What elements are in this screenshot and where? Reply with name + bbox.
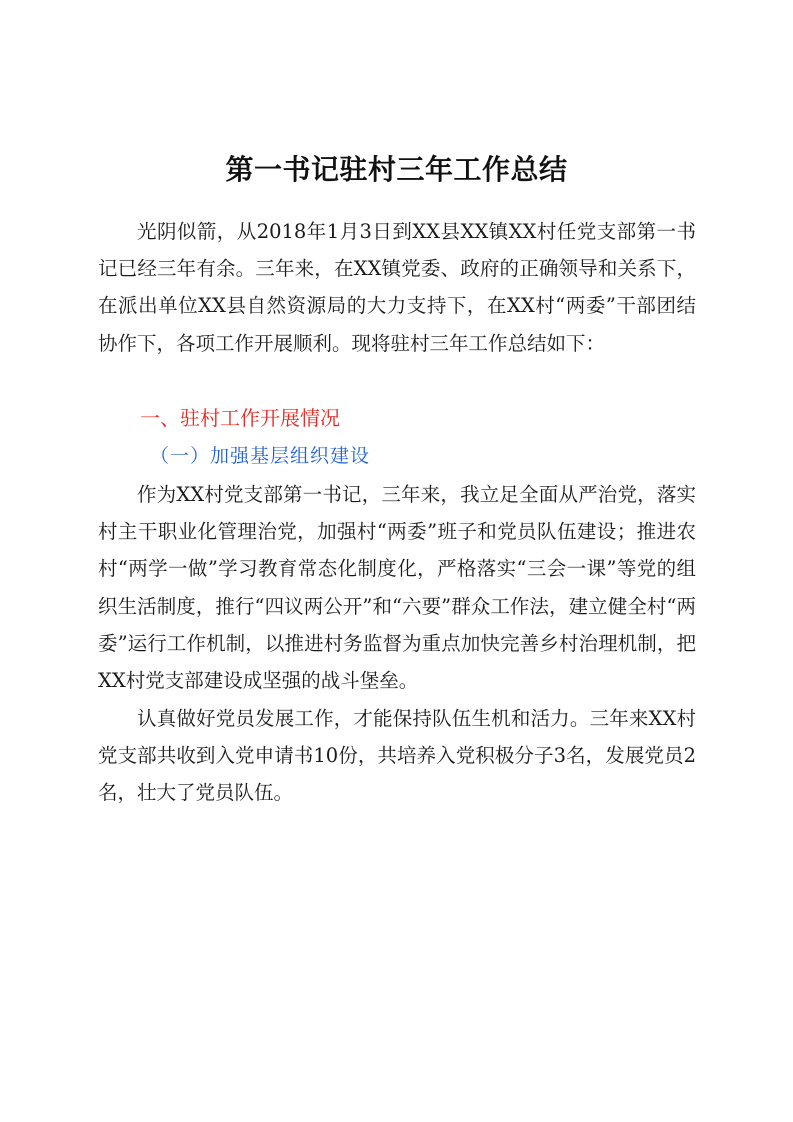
document-title: 第一书记驻村三年工作总结: [225, 153, 568, 186]
subsection-heading-organization: （一）加强基层组织建设: [150, 445, 371, 467]
intro-paragraph: 光阴似箭，从2018年1月3日到XX县XX镇XX村任党支部第一书记已经三年有余。三年来，在XX镇党委、政府的正确领导和关系下，在派出单位XX县自然资源局的大力支持下，在XX村“两委”干部团结协作下，各项工作开展顺利。现将驻村三年工作总结如下：: [98, 220, 696, 355]
body-paragraph-member-development: 认真做好党员发展工作，才能保持队伍生机和活力。三年来XX村党支部共收到入党申请书10份，共培养入党积极分子3名，发展党员2名，壮大了党员队伍。: [98, 707, 696, 805]
section-heading-work-status: 一、驻村工作开展情况: [140, 406, 340, 430]
body-paragraph-party-building: 作为XX村党支部第一书记，三年来，我立足全面从严治党，落实村主干职业化管理治党，加强村“两委”班子和党员队伍建设；推进农村“两学一做”学习教育常态化制度化，严格落实“三会一课”等党的组织生活制度，推行“四议两公开”和“六要”群众工作法，建立健全村“两委”运行工作机制，以推进村务监督为重点加快完善乡村治理机制，把XX村党支部建设成坚强的战斗堡垒。: [98, 483, 696, 693]
